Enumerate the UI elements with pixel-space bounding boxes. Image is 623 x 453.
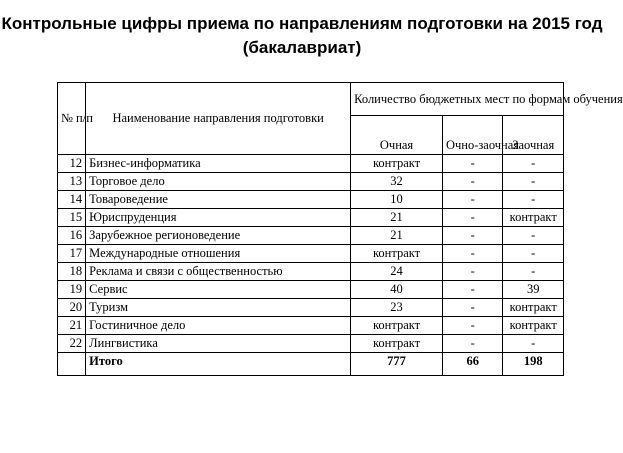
full-time-places: 10 <box>351 191 443 209</box>
extramural-places: - <box>503 335 564 353</box>
full-time-places: 21 <box>351 209 443 227</box>
total-part-time: 66 <box>442 353 503 376</box>
full-time-places: контракт <box>351 317 443 335</box>
total-full-time: 777 <box>351 353 443 376</box>
program-name: Международные отношения <box>86 245 351 263</box>
part-time-places: - <box>442 245 503 263</box>
program-name: Гостиничное дело <box>86 317 351 335</box>
row-number: 22 <box>58 335 86 353</box>
part-time-places: - <box>442 335 503 353</box>
full-time-places: контракт <box>351 155 443 173</box>
total-label: Итого <box>86 353 351 376</box>
program-name: Зарубежное регионоведение <box>86 227 351 245</box>
extramural-places: - <box>503 263 564 281</box>
part-time-places: - <box>442 155 503 173</box>
header-number: № п/п <box>58 83 86 155</box>
table-row <box>58 299 564 317</box>
extramural-places: контракт <box>503 317 564 335</box>
row-number: 15 <box>58 209 86 227</box>
extramural-places: - <box>503 191 564 209</box>
part-time-places: - <box>442 263 503 281</box>
part-time-places: - <box>442 209 503 227</box>
header-part-time: Очно-заочная <box>442 116 503 155</box>
part-time-places: - <box>442 317 503 335</box>
program-name: Товароведение <box>86 191 351 209</box>
header-program-name: Наименование направления подготовки <box>86 83 351 155</box>
row-number: 18 <box>58 263 86 281</box>
slide-title <box>0 12 604 60</box>
header-budget-places: Количество бюджетных мест по формам обучения <box>351 83 564 116</box>
extramural-places: - <box>503 173 564 191</box>
extramural-places: - <box>503 155 564 173</box>
extramural-places: - <box>503 227 564 245</box>
table-row <box>58 173 564 191</box>
program-name: Лингвистика <box>86 335 351 353</box>
title-line-2: (бакалавриат) <box>242 38 362 57</box>
part-time-places: - <box>442 299 503 317</box>
total-number-cell <box>58 353 86 376</box>
table-row <box>58 209 564 227</box>
full-time-places: контракт <box>351 335 443 353</box>
table-row <box>58 245 564 263</box>
row-number: 21 <box>58 317 86 335</box>
program-name: Сервис <box>86 281 351 299</box>
extramural-places: контракт <box>503 209 564 227</box>
full-time-places: 23 <box>351 299 443 317</box>
row-number: 12 <box>58 155 86 173</box>
program-name: Туризм <box>86 299 351 317</box>
header-full-time: Очная <box>351 116 443 155</box>
part-time-places: - <box>442 191 503 209</box>
full-time-places: контракт <box>351 245 443 263</box>
table-row <box>58 155 564 173</box>
table-row <box>58 263 564 281</box>
program-name: Бизнес-информатика <box>86 155 351 173</box>
title-line-1: Контрольные цифры приема по направлениям подготовки на 2015 год <box>1 14 603 33</box>
extramural-places: 39 <box>503 281 564 299</box>
admission-quota-table <box>57 82 623 376</box>
table-row <box>58 335 564 353</box>
table-row <box>58 317 564 335</box>
table-body <box>58 155 564 353</box>
program-name: Юриспруденция <box>86 209 351 227</box>
row-number: 17 <box>58 245 86 263</box>
full-time-places: 21 <box>351 227 443 245</box>
extramural-places: - <box>503 245 564 263</box>
row-number: 19 <box>58 281 86 299</box>
row-number: 16 <box>58 227 86 245</box>
row-number: 20 <box>58 299 86 317</box>
table-row <box>58 281 564 299</box>
full-time-places: 24 <box>351 263 443 281</box>
full-time-places: 40 <box>351 281 443 299</box>
total-row <box>58 353 564 376</box>
header-extramural: Заочная <box>503 116 564 155</box>
total-extramural: 198 <box>503 353 564 376</box>
table-row <box>58 227 564 245</box>
part-time-places: - <box>442 281 503 299</box>
part-time-places: - <box>442 227 503 245</box>
row-number: 14 <box>58 191 86 209</box>
program-name: Реклама и связи с общественностью <box>86 263 351 281</box>
full-time-places: 32 <box>351 173 443 191</box>
extramural-places: контракт <box>503 299 564 317</box>
row-number: 13 <box>58 173 86 191</box>
part-time-places: - <box>442 173 503 191</box>
program-name: Торговое дело <box>86 173 351 191</box>
table-row <box>58 191 564 209</box>
